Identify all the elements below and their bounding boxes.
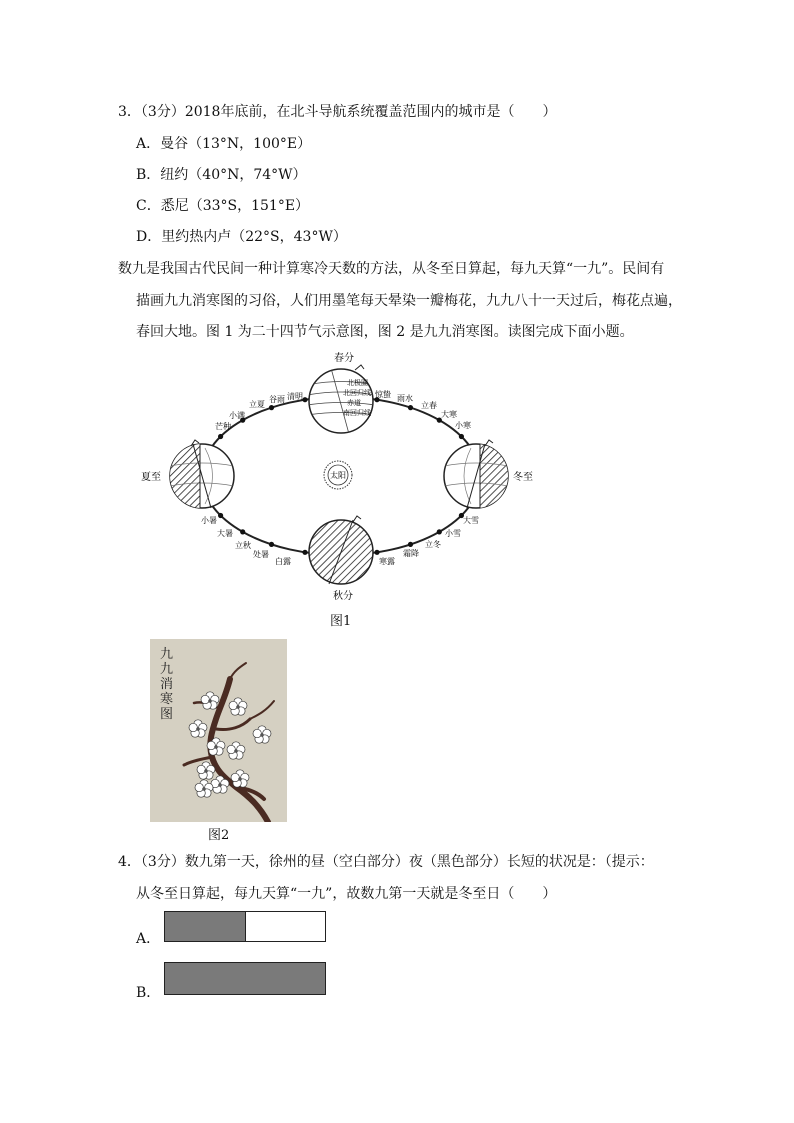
orbit-dot xyxy=(408,405,413,410)
solar-terms-diagram xyxy=(135,348,545,606)
term-lichun: 立春 xyxy=(421,401,437,410)
plum-flower-icon xyxy=(201,692,219,709)
plum-flower-icon xyxy=(189,720,207,737)
term-daxue: 大雪 xyxy=(463,516,479,525)
orbit-dot xyxy=(218,513,223,518)
orbit-dot xyxy=(269,405,274,410)
q4-option-a-divider xyxy=(245,912,246,941)
term-qingming: 清明 xyxy=(287,392,303,401)
summer-solstice-label: 夏至 xyxy=(141,472,161,483)
plum-flower-icon xyxy=(195,780,213,797)
passage-line-3: 春回大地。图 1 为二十四节气示意图，图 2 是九九消寒图。读图完成下面小题。 xyxy=(136,324,634,340)
figure1-caption: 图1 xyxy=(330,614,352,629)
autumn-equinox-label: 秋分 xyxy=(333,591,353,602)
spring-line-label-equator: 赤道 xyxy=(347,399,361,407)
q4-option-a-night-fill xyxy=(165,912,245,941)
winter-solstice-globe xyxy=(444,440,510,508)
q4-option-a-daynight-bar xyxy=(164,911,326,942)
summer-solstice-globe xyxy=(170,440,234,508)
q4-option-b-daynight-bar xyxy=(164,962,326,995)
term-lidong: 立冬 xyxy=(425,540,441,549)
q4-option-b-night-fill xyxy=(165,963,325,994)
orbit-dot xyxy=(269,542,274,547)
plum-blossom-chart xyxy=(150,639,287,822)
term-xiaoxue: 小雪 xyxy=(445,529,461,538)
q3-option-d: D．里约热内卢（22°S，43°W） xyxy=(136,229,347,245)
term-chushu: 处暑 xyxy=(253,550,269,559)
q3-option-a: A．曼谷（13°N，100°E） xyxy=(136,136,312,152)
sun-label: 太阳 xyxy=(330,471,346,480)
q3-option-b: B．纽约（40°N，74°W） xyxy=(136,167,307,183)
term-guyu: 谷雨 xyxy=(269,395,285,404)
question-3-stem: 3．（3分）2018年底前，在北斗导航系统覆盖范围内的城市是（ ） xyxy=(118,104,557,120)
winter-solstice-label: 冬至 xyxy=(513,472,533,483)
term-dahan: 大寒 xyxy=(441,410,457,419)
question-4-stem-line-1: 4．（3分）数九第一天，徐州的昼（空白部分）夜（黑色部分）长短的状况是：（提示： xyxy=(118,854,654,870)
term-lixia: 立夏 xyxy=(249,400,265,409)
question-4-stem-line-2: 从冬至日算起，每九天算“一九”，故数九第一天就是冬至日（ ） xyxy=(136,886,557,902)
term-xiaohan: 小寒 xyxy=(455,421,471,430)
orbit-dot xyxy=(240,529,245,534)
figure2-caption: 图2 xyxy=(208,828,230,843)
q4-option-b-label: B． xyxy=(136,985,161,1001)
passage-line-1: 数九是我国古代民间一种计算寒冷天数的方法，从冬至日算起，每九天算“一九”。民间有 xyxy=(118,261,665,277)
orbit-dot xyxy=(302,397,307,402)
plum-branch-illustration xyxy=(150,639,287,822)
plum-flower-icon xyxy=(231,770,249,787)
orbit-dot xyxy=(374,550,379,555)
spring-line-label-tropic-s: 南回归线 xyxy=(343,409,371,417)
passage-line-2: 描画九九消寒图的习俗，人们用墨笔每天晕染一瓣梅花，九九八十一天过后，梅花点遍， xyxy=(136,293,682,309)
term-shuangjiang: 霜降 xyxy=(403,549,419,558)
spring-line-label-tropic-n: 北回归线 xyxy=(343,389,371,397)
term-hanlu: 寒露 xyxy=(379,557,395,566)
autumn-equinox-globe xyxy=(309,516,373,584)
spring-line-label-arctic: 北极圈 xyxy=(347,379,368,387)
plum-flower-icon xyxy=(229,698,247,715)
orbit-dot xyxy=(218,434,223,439)
q3-option-c: C．悉尼（33°S，151°E） xyxy=(136,198,310,214)
orbit-dot xyxy=(302,550,307,555)
term-yushui: 雨水 xyxy=(397,394,413,403)
spring-equinox-globe xyxy=(307,365,375,434)
spring-equinox-label: 春分 xyxy=(334,353,354,364)
figure2-title: 九九消寒图 xyxy=(160,647,174,722)
term-xiaoshu: 小暑 xyxy=(201,516,217,525)
plum-flower-icon xyxy=(227,742,245,759)
q4-option-a-label: A． xyxy=(136,931,161,947)
orbit-dot xyxy=(437,529,442,534)
term-dashu: 大暑 xyxy=(217,529,233,538)
term-xiaoman: 小满 xyxy=(229,411,245,420)
term-bailu: 白露 xyxy=(275,557,291,566)
orbit-dot xyxy=(408,542,413,547)
orbit-dot xyxy=(459,434,464,439)
plum-flower-icon xyxy=(253,726,271,743)
term-jingzhe: 惊蛰 xyxy=(375,390,391,399)
term-liqiu: 立秋 xyxy=(235,541,251,550)
term-mangzhong: 芒种 xyxy=(215,422,231,431)
